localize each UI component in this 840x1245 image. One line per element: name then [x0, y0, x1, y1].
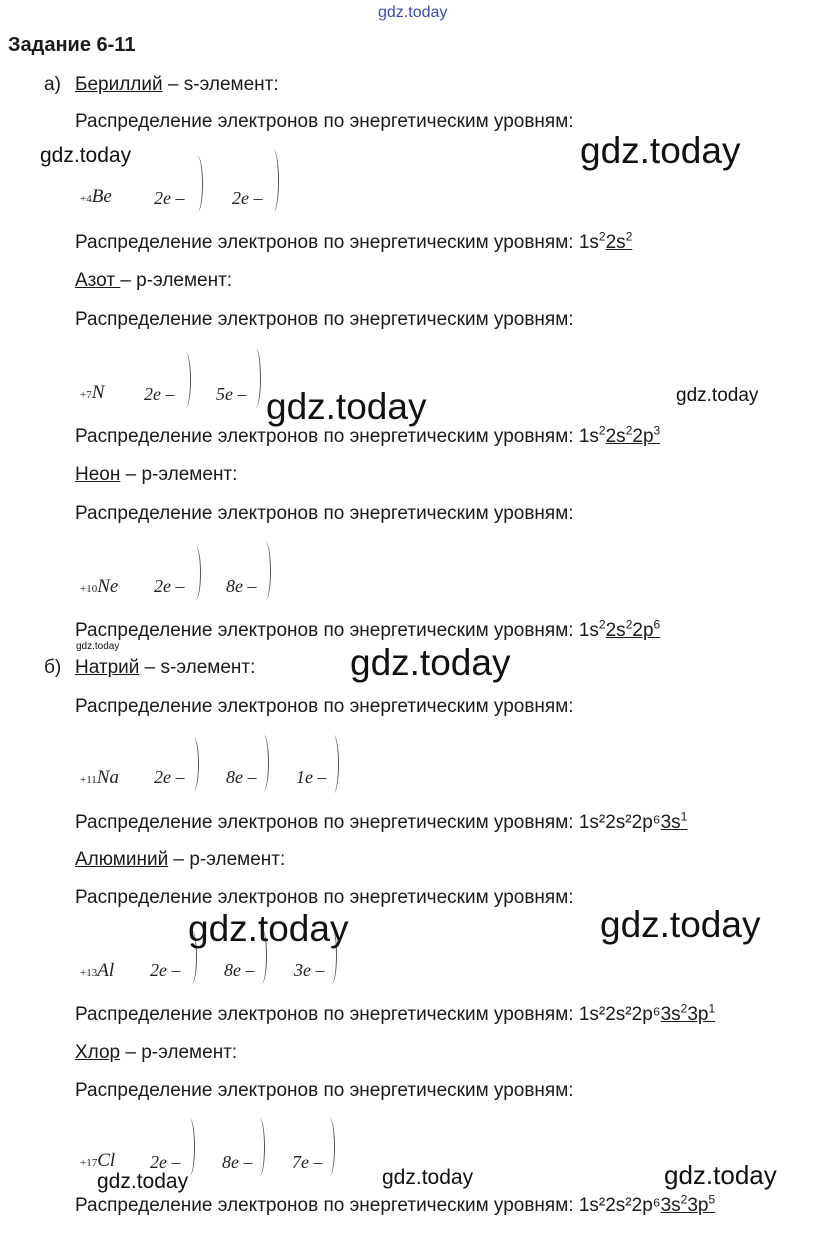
- distribution-label: Распределение электронов по энергетическим уровням:: [75, 696, 574, 717]
- shell-arc-1: [190, 546, 201, 600]
- shell-2: 5e –: [216, 384, 247, 404]
- element-symbol: +10Ne: [80, 576, 119, 597]
- element-name: Азот: [75, 270, 121, 291]
- watermark: gdz.today: [676, 385, 759, 406]
- shell-arc-2: [258, 735, 269, 791]
- watermark: gdz.today: [382, 1166, 474, 1189]
- element-name: Бериллий: [75, 74, 163, 95]
- watermark: gdz.today: [97, 1170, 189, 1193]
- atom-diagram-neon: [80, 542, 300, 608]
- element-type: – s-элемент:: [139, 657, 256, 678]
- shell-2: 2e –: [232, 188, 263, 208]
- shell-1: 2e –: [154, 188, 185, 208]
- shell-arc-1: [192, 156, 203, 212]
- configuration-nitrogen: Распределение электронов по энергетическим уровням: $1s^22s^22p^3$: [75, 423, 661, 447]
- watermark: gdz.today: [350, 642, 511, 683]
- section-a-marker: а): [44, 74, 61, 95]
- element-symbol: +13Al: [80, 960, 115, 981]
- watermark: gdz.today: [40, 144, 132, 167]
- shell-arc-2: [268, 150, 279, 212]
- shell-1: 2e –: [150, 960, 181, 980]
- element-name: Натрий: [75, 657, 140, 678]
- distribution-label: Распределение электронов по энергетическим уровням:: [75, 111, 574, 132]
- section-b-marker: б): [44, 657, 62, 678]
- distribution-label: Распределение электронов по энергетическим уровням:: [75, 309, 574, 330]
- watermark: gdz.today: [600, 904, 761, 945]
- watermark: gdz.today: [188, 908, 349, 949]
- watermark: gdz.today: [76, 641, 120, 652]
- configuration-aluminium: Распределение электронов по энергетическим уровням: $1s^22s^22p^63s^23p^1$: [75, 1001, 716, 1025]
- element-name: Алюминий: [75, 849, 169, 870]
- configuration-neon: Распределение электронов по энергетическим уровням: $1s^22s^22p^6$: [75, 617, 661, 641]
- shell-2: 8e –: [226, 767, 257, 787]
- element-symbol: +4Be: [80, 186, 112, 207]
- shell-arc-1: [188, 737, 199, 791]
- element-type: – p-элемент:: [120, 270, 233, 291]
- shell-2: 8e –: [224, 960, 255, 980]
- watermark: gdz.today: [664, 1160, 777, 1190]
- element-type: – p-элемент:: [168, 849, 286, 870]
- element-type: – s-элемент:: [162, 74, 279, 95]
- shell-3: 3e –: [294, 960, 325, 980]
- configuration-sodium: Распределение электронов по энергетическим уровням: $1s^22s^22p^63s^1$: [75, 809, 688, 833]
- shell-arc-2: [260, 542, 271, 600]
- shell-3: 1e –: [296, 767, 327, 787]
- distribution-label: Распределение электронов по энергетическим уровням:: [75, 887, 574, 908]
- shell-arc-2: [254, 1118, 265, 1176]
- shell-arc-2: [250, 348, 261, 408]
- atom-diagram-sodium: [80, 735, 360, 801]
- shell-1: 2e –: [144, 384, 175, 404]
- distribution-label: Распределение электронов по энергетическим уровням:: [75, 1080, 574, 1101]
- element-symbol: +17Cl: [80, 1150, 116, 1171]
- shell-3: 7e –: [292, 1152, 323, 1172]
- element-heading-sodium: [75, 657, 255, 679]
- shell-2: 8e –: [222, 1152, 253, 1172]
- element-name: Неон: [75, 464, 121, 485]
- element-heading-beryllium: [75, 74, 279, 96]
- element-name: Хлор: [75, 1042, 121, 1063]
- distribution-label: Распределение электронов по энергетическим уровням:: [75, 503, 574, 524]
- shell-2: 8e –: [226, 576, 257, 596]
- configuration-beryllium: Распределение электронов по энергетическим уровням: $1s^22s^2$: [75, 229, 633, 253]
- element-symbol: +7N: [80, 382, 105, 403]
- configuration-chlorine: Распределение электронов по энергетическим уровням: $1s^22s^22p^63s^23p^5$: [75, 1192, 716, 1216]
- element-type: – p-элемент:: [120, 1042, 238, 1063]
- watermark: gdz.today: [580, 130, 741, 171]
- shell-arc-3: [328, 735, 339, 793]
- watermark: gdz.today: [266, 386, 427, 427]
- task-title: Задание 6-11: [8, 34, 136, 56]
- shell-1: 2e –: [154, 576, 185, 596]
- element-heading-nitrogen: [75, 270, 232, 292]
- element-heading-neon: [75, 464, 237, 486]
- shell-1: 2e –: [150, 1152, 181, 1172]
- element-heading-chlorine: [75, 1042, 237, 1064]
- watermark-top: gdz.today: [378, 4, 448, 21]
- shell-1: 2e –: [154, 767, 185, 787]
- shell-arc-1: [180, 352, 191, 408]
- element-symbol: +11Na: [80, 767, 119, 788]
- element-type: – p-элемент:: [120, 464, 238, 485]
- element-heading-aluminium: [75, 849, 285, 871]
- shell-arc-1: [184, 1118, 195, 1176]
- shell-arc-3: [324, 1118, 335, 1176]
